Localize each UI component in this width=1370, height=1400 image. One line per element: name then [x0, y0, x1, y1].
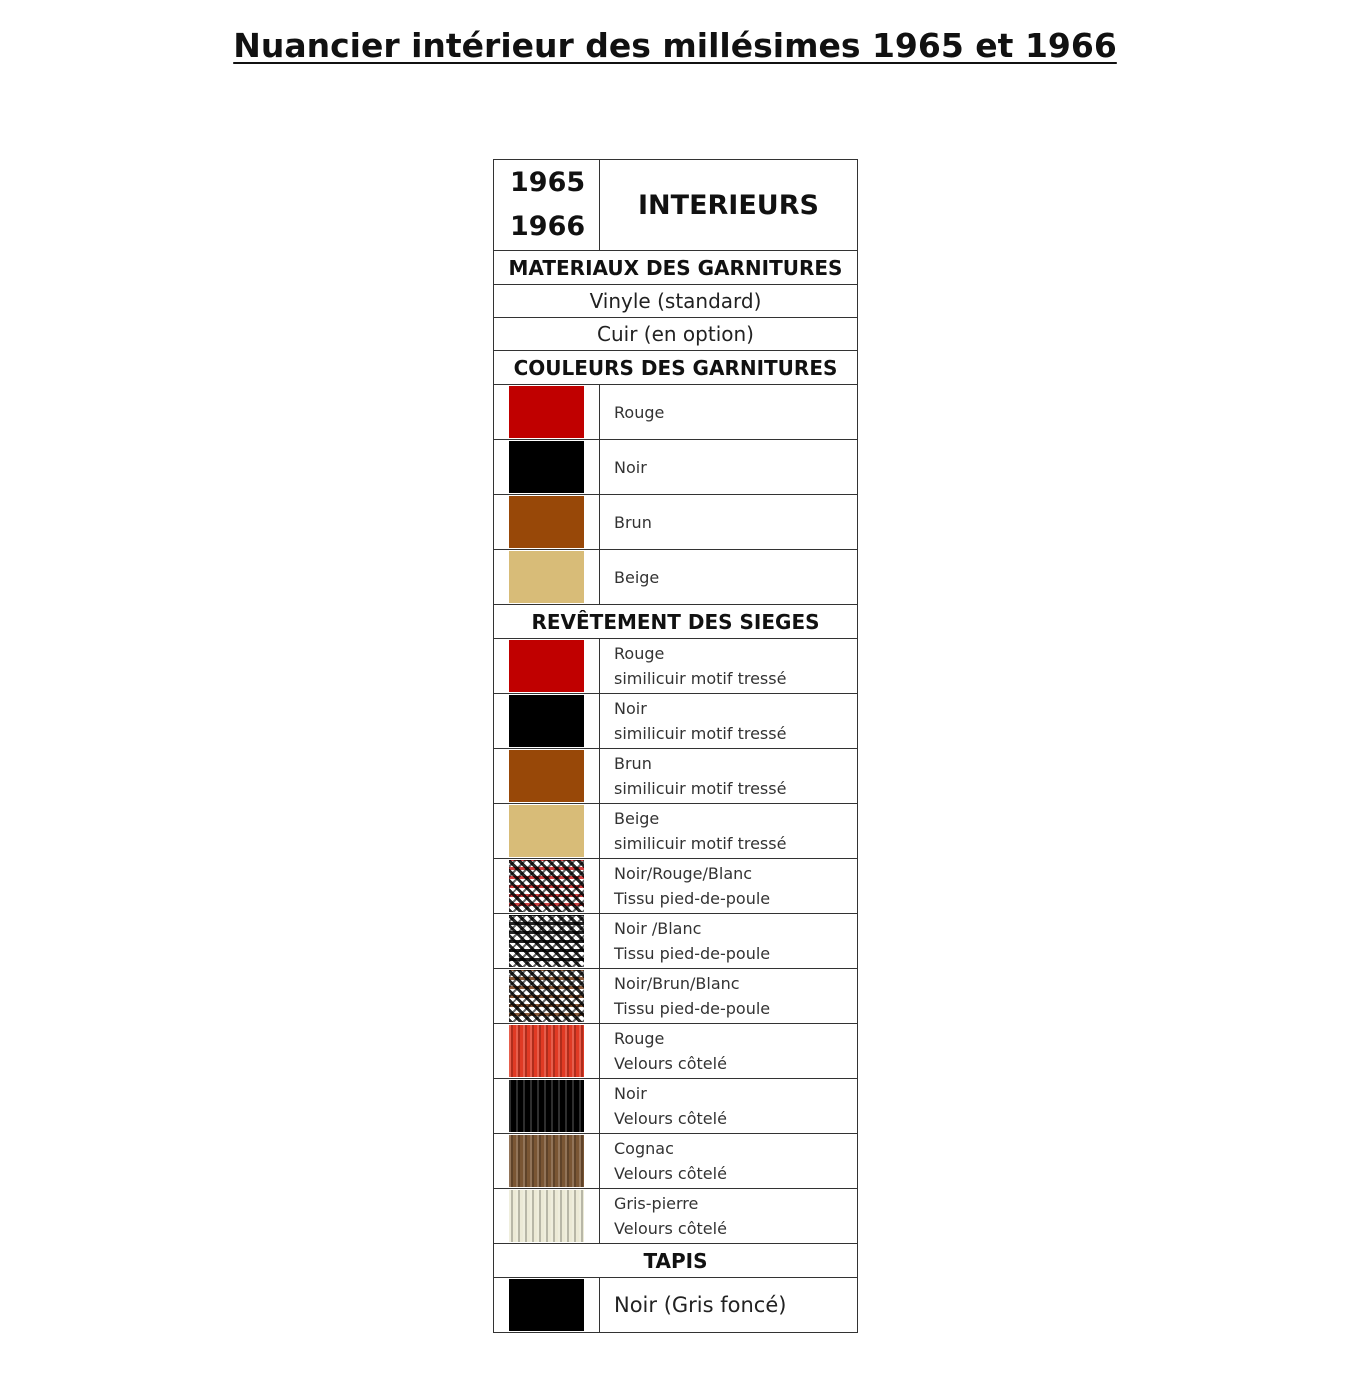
material-detail: Tissu pied-de-poule: [614, 944, 771, 963]
material-detail: similicuir motif tressé: [614, 834, 787, 853]
fabric-swatch: [509, 1025, 584, 1077]
color-name: Noir /Blanc: [614, 919, 702, 938]
materials-heading-row: [494, 251, 858, 285]
swatch-cell: [494, 1189, 600, 1244]
swatch-cell: [494, 495, 600, 550]
seat-cover-row: [494, 914, 858, 969]
material-detail: similicuir motif tressé: [614, 779, 787, 798]
trim-color-row: [494, 495, 858, 550]
seat-cover-label: [600, 1079, 858, 1134]
fabric-swatch: [509, 970, 584, 1022]
seat-cover-label: [600, 1024, 858, 1079]
material-detail: Tissu pied-de-poule: [614, 889, 771, 908]
material-detail: Tissu pied-de-poule: [614, 999, 771, 1018]
swatch-cell: [494, 694, 600, 749]
trim-color-label: [600, 385, 858, 440]
seat-cover-label: [600, 859, 858, 914]
material-detail: Velours côtelé: [614, 1219, 727, 1238]
year-1966: 1966: [510, 211, 586, 242]
material-detail: similicuir motif tressé: [614, 669, 787, 688]
swatch-cell: [494, 639, 600, 694]
trim-colors-heading: COULEURS DES GARNITURES: [494, 351, 858, 385]
swatch-cell: [494, 1134, 600, 1189]
seat-cover-row: [494, 1189, 858, 1244]
seat-cover-label: [600, 1189, 858, 1244]
interior-color-table: [493, 159, 858, 1333]
color-name: Beige: [614, 567, 660, 587]
carpet-heading: TAPIS: [494, 1244, 858, 1278]
seat-cover-row: [494, 804, 858, 859]
material-row: [494, 285, 858, 318]
seat-heading-row: [494, 605, 858, 639]
seat-cover-label: [600, 914, 858, 969]
header-row: [494, 160, 858, 251]
trim-color-row: [494, 440, 858, 495]
seat-cover-row: [494, 749, 858, 804]
fabric-swatch: [509, 915, 584, 967]
fabric-swatch: [509, 1080, 584, 1132]
color-name: Rouge: [614, 644, 665, 663]
fabric-swatch: [509, 695, 584, 747]
color-name: Beige: [614, 809, 660, 828]
page-title: Nuancier intérieur des millésimes 1965 et 1966: [233, 26, 1117, 65]
swatch-cell: [494, 550, 600, 605]
seat-cover-label: [600, 639, 858, 694]
interieurs-header: INTERIEURS: [600, 160, 858, 251]
seat-cover-label: [600, 804, 858, 859]
swatch-cell: [494, 749, 600, 804]
swatch-cell: [494, 969, 600, 1024]
swatch-cell: [494, 804, 600, 859]
seat-cover-row: [494, 1024, 858, 1079]
swatch-cell: [494, 859, 600, 914]
carpet-heading-row: [494, 1244, 858, 1278]
materials-heading: MATERIAUX DES GARNITURES: [494, 251, 858, 285]
trim-color-label: [600, 495, 858, 550]
fabric-swatch: [509, 640, 584, 692]
color-name: Noir/Brun/Blanc: [614, 974, 740, 993]
seat-covers-heading: REVÊTEMENT DES SIEGES: [494, 605, 858, 639]
color-swatch: [509, 551, 584, 603]
years-cell: [494, 160, 600, 251]
material-row: [494, 318, 858, 351]
material-vinyl: Vinyle (standard): [494, 285, 858, 318]
color-name: Rouge: [614, 402, 665, 422]
seat-cover-label: [600, 749, 858, 804]
swatch-cell: [494, 914, 600, 969]
material-detail: Velours côtelé: [614, 1054, 727, 1073]
swatch-cell: [494, 1024, 600, 1079]
trim-color-label: [600, 440, 858, 495]
color-name: Noir: [614, 457, 647, 477]
trim-heading-row: [494, 351, 858, 385]
seat-cover-row: [494, 1079, 858, 1134]
trim-color-row: [494, 550, 858, 605]
color-swatch: [509, 386, 584, 438]
color-name: Rouge: [614, 1029, 665, 1048]
material-leather: Cuir (en option): [494, 318, 858, 351]
carpet-swatch: [509, 1279, 584, 1331]
color-name: Cognac: [614, 1139, 674, 1158]
swatch-cell: [494, 440, 600, 495]
material-detail: Velours côtelé: [614, 1109, 727, 1128]
seat-cover-row: [494, 859, 858, 914]
swatch-cell: [494, 1278, 600, 1333]
color-name: Noir/Rouge/Blanc: [614, 864, 753, 883]
color-name: Noir: [614, 699, 647, 718]
swatch-cell: [494, 385, 600, 440]
seat-cover-row: [494, 639, 858, 694]
fabric-swatch: [509, 750, 584, 802]
year-1965: 1965: [510, 167, 586, 198]
color-swatch: [509, 441, 584, 493]
seat-cover-label: [600, 1134, 858, 1189]
fabric-swatch: [509, 805, 584, 857]
carpet-row: [494, 1278, 858, 1333]
color-name: Noir: [614, 1084, 647, 1103]
seat-cover-label: [600, 969, 858, 1024]
fabric-swatch: [509, 860, 584, 912]
seat-cover-row: [494, 1134, 858, 1189]
fabric-swatch: [509, 1135, 584, 1187]
seat-cover-row: [494, 694, 858, 749]
swatch-cell: [494, 1079, 600, 1134]
color-swatch: [509, 496, 584, 548]
material-detail: Velours côtelé: [614, 1164, 727, 1183]
material-detail: similicuir motif tressé: [614, 724, 787, 743]
color-name: Brun: [614, 754, 652, 773]
trim-color-label: [600, 550, 858, 605]
fabric-swatch: [509, 1190, 584, 1242]
carpet-label: Noir (Gris foncé): [600, 1278, 858, 1333]
trim-color-row: [494, 385, 858, 440]
seat-cover-label: [600, 694, 858, 749]
seat-cover-row: [494, 969, 858, 1024]
color-name: Gris-pierre: [614, 1194, 699, 1213]
color-name: Brun: [614, 512, 652, 532]
